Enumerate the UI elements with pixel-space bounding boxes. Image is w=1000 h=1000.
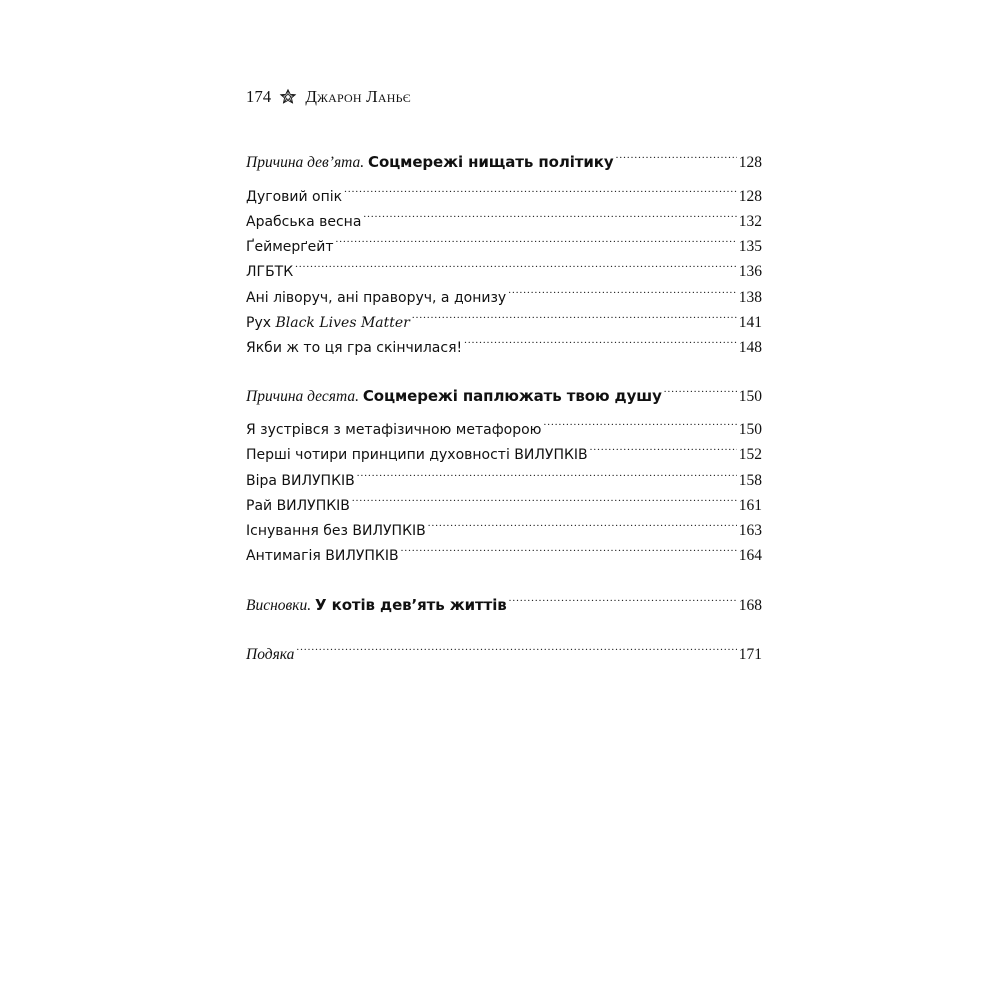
toc-entry-title: Рай ВИЛУПКІВ — [246, 497, 350, 514]
toc-entry-prefix: Рух — [246, 315, 276, 332]
dot-leader — [401, 535, 737, 560]
chapter-title: Соцмережі нищать політику — [368, 153, 614, 172]
toc-page-number: 152 — [738, 446, 762, 464]
toc-entry-title: Існування без ВИЛУПКІВ — [246, 523, 426, 540]
toc-page-number: 128 — [738, 154, 762, 172]
dot-leader — [363, 201, 736, 226]
toc-entry — [246, 251, 762, 281]
toc-chapter-title — [246, 150, 616, 175]
toc-entry-title: ЛГБТК — [246, 264, 294, 281]
dot-leader — [509, 584, 737, 609]
toc-entry-title: Антимагія ВИЛУПКІВ — [246, 548, 399, 565]
toc-page-number: 171 — [738, 646, 762, 664]
dot-leader — [295, 251, 737, 276]
dot-leader — [412, 302, 737, 327]
toc-page-number: 161 — [738, 496, 762, 514]
toc-chapter-title — [246, 384, 664, 409]
running-head — [246, 86, 411, 108]
toc-entry-title: Якби ж то ця гра скінчилася! — [246, 340, 463, 357]
dot-leader — [344, 175, 737, 200]
dot-leader — [336, 226, 737, 251]
toc-page-number: 132 — [738, 212, 762, 230]
toc-entry-title: Арабська весна — [246, 213, 362, 230]
dot-leader — [296, 634, 736, 659]
toc-page-number: 136 — [738, 263, 762, 281]
toc-page-number: 148 — [738, 339, 762, 357]
dot-leader — [464, 327, 737, 352]
toc-chapter-title — [246, 593, 509, 618]
chapter-label: Висновки. — [246, 596, 312, 614]
toc-chapter-heading — [246, 375, 762, 405]
toc-entry — [246, 409, 762, 438]
toc-page-number: 135 — [738, 238, 762, 256]
toc-chapter-heading — [246, 584, 762, 614]
dot-leader — [508, 276, 737, 301]
dot-leader — [352, 485, 737, 510]
toc-page-number: 141 — [738, 314, 762, 332]
chapter-title: Соцмережі паплюжать твою душу — [362, 386, 662, 405]
chapter-label: Причина десята. — [246, 387, 359, 405]
toc-entry — [246, 175, 762, 205]
toc-entry — [246, 276, 762, 306]
toc-entry-italic: Black Lives Matter — [275, 315, 410, 332]
dot-leader — [616, 142, 737, 167]
chapter-label: Причина дев’ята. — [246, 154, 365, 172]
toc-entry-title: Я зустрівся з метафізичною метафорою — [246, 421, 542, 438]
mandala-ornament-icon — [279, 88, 297, 106]
toc-entry-title — [246, 311, 412, 336]
toc-page-number: 150 — [738, 387, 762, 405]
toc-chapter-heading — [246, 634, 762, 664]
toc-entry-title: Дуговий опік — [246, 188, 343, 205]
toc-page-number: 150 — [738, 420, 762, 438]
dot-leader — [664, 375, 737, 400]
toc-page-number: 128 — [738, 187, 762, 205]
toc-page-number: 164 — [738, 547, 762, 565]
toc-page-number: 168 — [738, 596, 762, 614]
toc-page-number: 138 — [738, 288, 762, 306]
chapter-title: У котів дев’ять життів — [315, 595, 507, 614]
toc-entry-title: Віра ВИЛУПКІВ — [246, 472, 355, 489]
toc-page-number: 158 — [738, 471, 762, 489]
chapter-label: Подяка — [246, 646, 295, 664]
dot-leader — [590, 434, 737, 459]
toc-entry-title: Ґеймерґейт — [246, 239, 334, 256]
dot-leader — [428, 510, 737, 535]
dot-leader — [543, 409, 736, 434]
toc-entry-title: Перші чотири принципи духовності ВИЛУПКІВ — [246, 447, 588, 464]
author-name: Джарон Ланьє — [305, 87, 411, 106]
toc-entry-title: Ані ліворуч, ані праворуч, а донизу — [246, 289, 507, 306]
dot-leader — [357, 459, 737, 484]
table-of-contents — [246, 142, 762, 664]
toc-chapter-title — [246, 642, 296, 667]
toc-chapter-heading — [246, 142, 762, 172]
toc-page-number: 163 — [738, 522, 762, 540]
page-number: 174 — [246, 87, 272, 106]
